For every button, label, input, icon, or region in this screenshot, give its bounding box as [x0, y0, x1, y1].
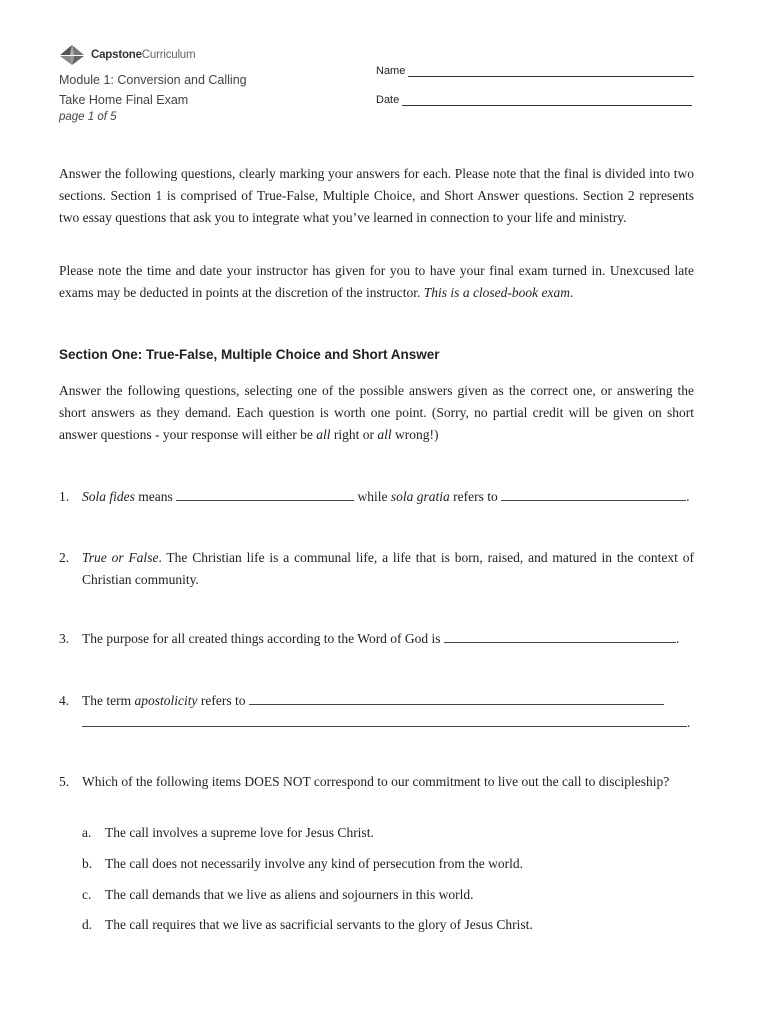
question-number: 5. — [59, 774, 70, 789]
page-number: page 1 of 5 — [59, 111, 117, 123]
option-c[interactable] — [82, 884, 474, 906]
question-number: 3. — [59, 631, 70, 646]
option-text: The call requires that we live as sacrificial servants to the glory of Jesus Christ. — [105, 917, 533, 932]
date-label: Date — [376, 94, 400, 106]
answer-blank[interactable] — [176, 487, 354, 501]
exam-title: Take Home Final Exam — [59, 93, 189, 107]
section-title: Section One: True-False, Multiple Choice and Short Answer — [59, 347, 440, 362]
logo-brand: Capstone — [91, 49, 142, 61]
page-header — [59, 44, 699, 134]
intro-paragraph-1: Answer the following questions, clearly marking your answers for each. Please note that the final is divided into two sections. Section 1 is comprised of True-False, Multiple Choice, and Short Answer questions. Section 2 represents two essay questions that ask you to integrate what you’ve learned in connection to your life and ministry. — [59, 166, 694, 225]
date-field — [376, 93, 692, 106]
question-1: 1. Sola fides means while sola gratia refers to . — [59, 486, 694, 508]
name-label: Name — [376, 65, 406, 77]
option-letter: d. — [82, 917, 93, 932]
option-d[interactable] — [82, 914, 533, 936]
question-5: 5. Which of the following items DOES NOT correspond to our commitment to live out the call to discipleship? — [59, 771, 694, 793]
question-4: 4. The term apostolicity refers to . — [59, 690, 694, 734]
option-letter: a. — [82, 825, 92, 840]
name-field — [376, 64, 694, 77]
logo — [59, 44, 195, 66]
option-letter: b. — [82, 856, 93, 871]
name-blank[interactable] — [408, 64, 694, 77]
option-text: The call does not necessarily involve any kind of persecution from the world. — [105, 856, 524, 871]
option-a[interactable] — [82, 822, 374, 844]
question-number: 4. — [59, 693, 70, 708]
logo-sub: Curriculum — [141, 49, 196, 61]
option-letter: c. — [82, 887, 92, 902]
answer-blank[interactable] — [249, 691, 664, 705]
answer-blank[interactable] — [82, 713, 687, 727]
question-3: 3. The purpose for all created things according to the Word of God is . — [59, 628, 694, 650]
answer-blank[interactable] — [501, 487, 686, 501]
section-intro: Answer the following questions, selecting one of the possible answers given as the correct one, or answering the short answers as they demand. Each question is worth one point. (Sorry, no partial credit will be given on short answer questions - your response will either be all right or all wrong!) — [59, 383, 694, 442]
option-text: The call involves a supreme love for Jesus Christ. — [105, 825, 374, 840]
question-number: 1. — [59, 489, 70, 504]
capstone-logo-icon — [59, 44, 85, 66]
question-2: 2. True or False. The Christian life is a communal life, a life that is born, raised, and matured in the context of Christian community. — [59, 547, 694, 591]
question-number: 2. — [59, 550, 70, 565]
intro-paragraph-2: Please note the time and date your instructor has given for you to have your final exam turned in. Unexcused late exams may be deducted in points at the discretion of the instructor. This is a closed-book exam. — [59, 263, 694, 300]
date-blank[interactable] — [402, 93, 692, 106]
option-text: The call demands that we live as aliens and sojourners in this world. — [105, 887, 474, 902]
answer-blank[interactable] — [444, 629, 676, 643]
option-b[interactable] — [82, 853, 523, 875]
module-title: Module 1: Conversion and Calling — [59, 73, 247, 87]
